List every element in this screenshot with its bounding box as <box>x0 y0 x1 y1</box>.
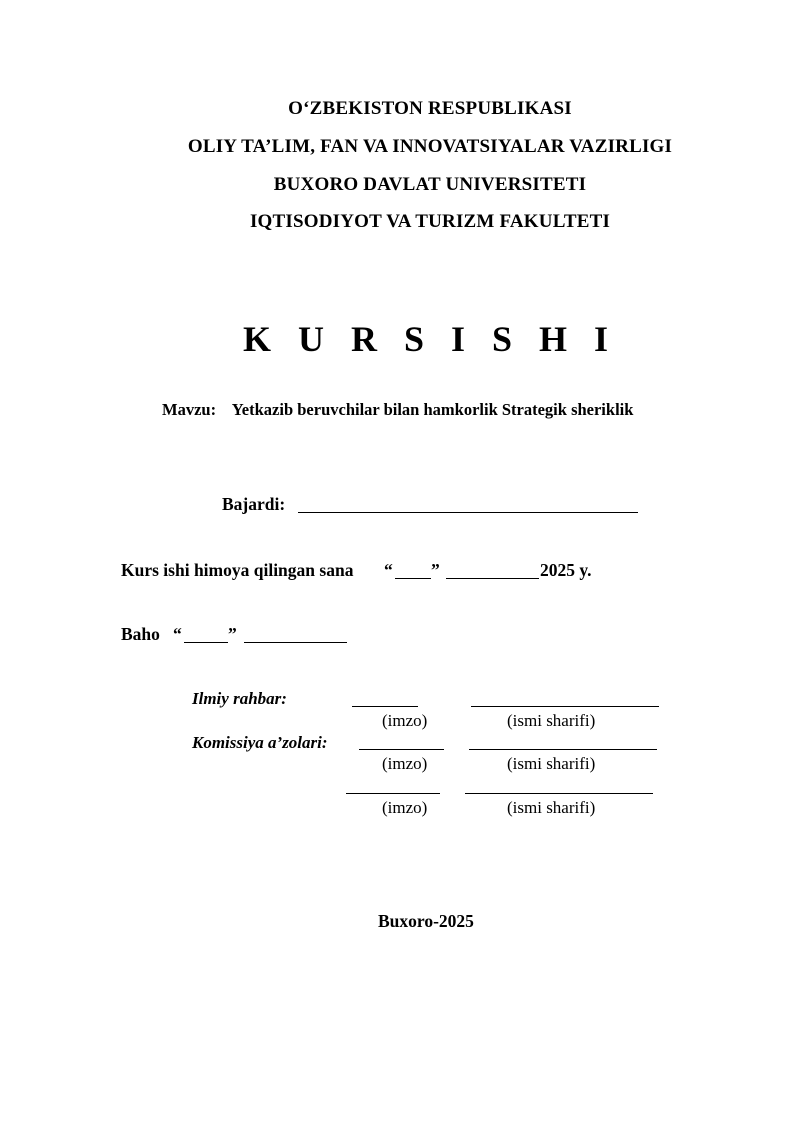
country-heading: O‘ZBEKISTON RESPUBLIKASI <box>288 98 572 119</box>
commission-1-signature-caption: (imzo) <box>382 754 428 773</box>
ministry-heading: OLIY TA’LIM, FAN VA INNOVATSIYALAR VAZIRLIGI <box>187 136 673 157</box>
topic-line <box>162 400 633 420</box>
defense-date-label: Kurs ishi himoya qilingan sana <box>121 560 354 580</box>
supervisor-signature-line[interactable] <box>352 706 418 707</box>
defense-date-year: 2025 y. <box>540 560 592 580</box>
topic-value: Yetkazib beruvchilar bilan hamkorlik Strategik sheriklik <box>231 400 634 419</box>
document-title: K U R S I S H I <box>242 319 618 359</box>
commission-2-name-line[interactable] <box>465 793 653 794</box>
supervisor-name-caption: (ismi sharifi) <box>507 711 596 730</box>
grade-label: Baho <box>121 624 160 644</box>
university-heading: BUXORO DAVLAT UNIVERSITETI <box>273 174 587 195</box>
defense-date-close-quote: ” <box>431 560 440 580</box>
faculty-heading: IQTISODIYOT VA TURIZM FAKULTETI <box>249 211 611 232</box>
commission-1-signature-line[interactable] <box>359 749 444 750</box>
supervisor-label: Ilmiy rahbar: <box>192 689 287 708</box>
commission-2-name-caption: (ismi sharifi) <box>507 798 596 817</box>
defense-day-blank-line[interactable] <box>395 578 431 579</box>
commission-1-name-caption: (ismi sharifi) <box>507 754 596 773</box>
commission-2-signature-line[interactable] <box>346 793 440 794</box>
supervisor-name-line[interactable] <box>471 706 659 707</box>
supervisor-signature-caption: (imzo) <box>382 711 428 730</box>
commission-1-name-line[interactable] <box>469 749 657 750</box>
topic-label: Mavzu: <box>162 400 217 419</box>
grade-words-blank-line[interactable] <box>244 642 347 643</box>
commission-label: Komissiya a’zolari: <box>192 733 328 752</box>
commission-2-signature-caption: (imzo) <box>382 798 428 817</box>
grade-score-blank-line[interactable] <box>184 642 228 643</box>
grade-close-quote: ” <box>228 624 237 644</box>
defense-date-open-quote: “ <box>384 560 393 580</box>
grade-open-quote: “ <box>173 624 182 644</box>
defense-month-blank-line[interactable] <box>446 578 539 579</box>
performer-blank-line[interactable] <box>298 512 638 513</box>
performer-label: Bajardi: <box>222 494 286 514</box>
city-year: Buxoro-2025 <box>378 911 474 931</box>
